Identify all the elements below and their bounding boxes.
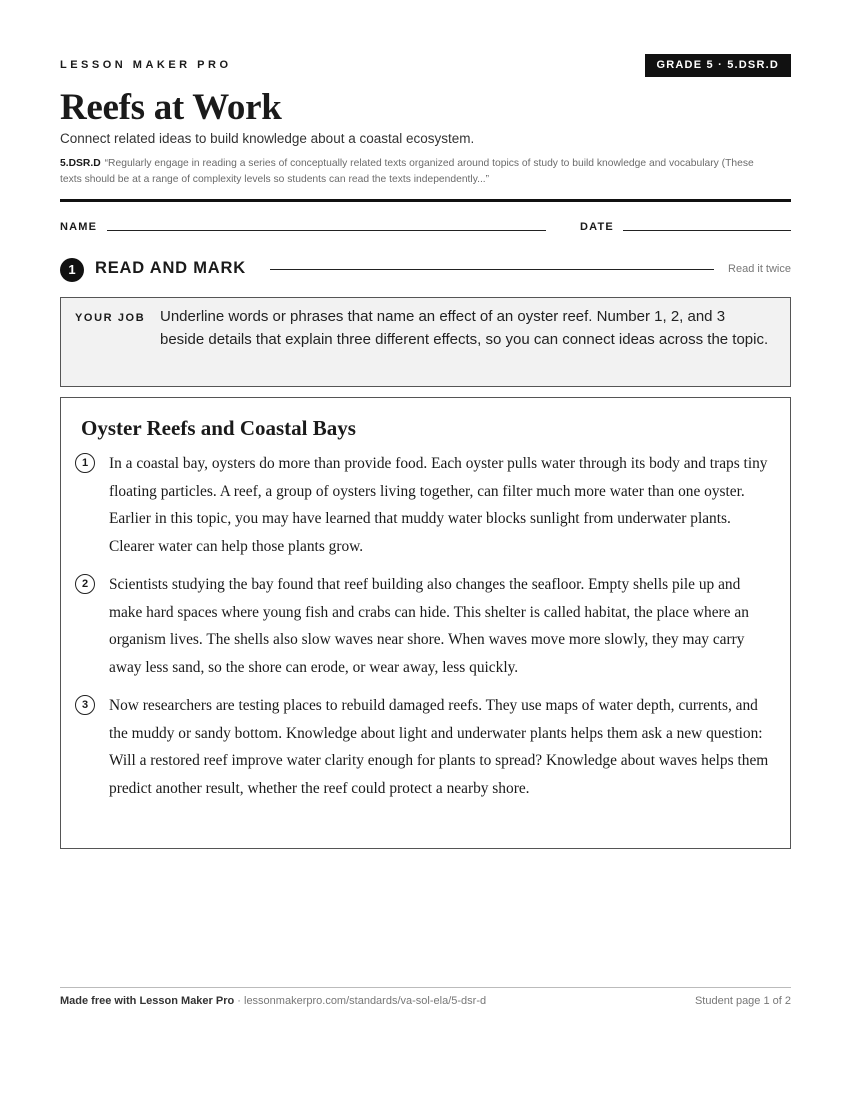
standard-description <box>60 156 760 188</box>
passage-title: Oyster Reefs and Coastal Bays <box>81 416 356 440</box>
reading-passage <box>60 397 791 849</box>
footer-credit <box>60 995 486 1007</box>
paragraph-number: 2 <box>75 574 95 594</box>
section-note: Read it twice <box>728 263 791 275</box>
footer-made-with: Made free with Lesson Maker Pro <box>60 995 235 1007</box>
paragraph-text: In a coastal bay, oysters do more than provide food. Each oyster pulls water through its body and traps tiny floating particles. A reef, a group of oysters living together, can filter much more water than one oyster. Earlier in this topic, you may have learned that muddy water blocks sunlight from underwater plants. Clearer water can help those plants grow. <box>109 455 768 555</box>
instructions-box <box>60 297 791 387</box>
paragraph-number: 1 <box>75 453 95 473</box>
instructions-label: YOUR JOB <box>75 312 146 324</box>
section-number-badge: 1 <box>60 258 84 282</box>
name-field[interactable] <box>107 230 546 231</box>
footer-page-number: Student page 1 of 2 <box>694 995 791 1007</box>
grade-badge: GRADE 5 · 5.DSR.D <box>645 54 791 77</box>
paragraph-text: Scientists studying the bay found that reef building also changes the seafloor. Empty shells pile up and make hard spaces where young fish and crabs can hide. This shelter is called habitat, the place where an organism lives. The shells also slow waves near shore. When waves move more slowly, they may carry away less sand, so the shore can erode, or wear away, less quickly. <box>109 576 749 676</box>
footer-url[interactable]: lessonmakerpro.com/standards/va-sol-ela/5-dsr-d <box>244 995 487 1007</box>
standard-code: 5.DSR.D <box>60 158 101 169</box>
standard-text: “Regularly engage in reading a series of conceptually related texts organized around topics of study to build knowledge and vocabulary (These texts should be at a range of complexity levels so students can read the texts independently...” <box>60 158 754 185</box>
date-field[interactable] <box>623 230 791 231</box>
paragraph-text: Now researchers are testing places to rebuild damaged reefs. They use maps of water depth, currents, and the muddy or sandy bottom. Knowledge about light and underwater plants helps them ask a new question: Will a restored reef improve water clarity enough for plants to spread? Knowledge about waves helps them predict another result, whether the reef could protect a nearby shore. <box>109 697 769 797</box>
header-divider <box>60 199 791 202</box>
worksheet-page <box>60 0 791 1100</box>
section-divider <box>270 269 714 270</box>
section-title: READ AND MARK <box>95 259 246 277</box>
date-label: DATE <box>580 221 614 233</box>
name-label: NAME <box>60 221 98 233</box>
paragraph-number: 3 <box>75 695 95 715</box>
page-title: Reefs at Work <box>60 87 282 128</box>
page-subtitle: Connect related ideas to build knowledge about a coastal ecosystem. <box>60 131 475 146</box>
instructions-text: Underline words or phrases that name an effect of an oyster reef. Number 1, 2, and 3 beside details that explain three different effects, so you can connect ideas across the topic. <box>160 308 769 348</box>
brand-name: LESSON MAKER PRO <box>60 59 232 71</box>
footer-separator: · <box>234 995 244 1007</box>
footer-divider <box>60 987 791 988</box>
